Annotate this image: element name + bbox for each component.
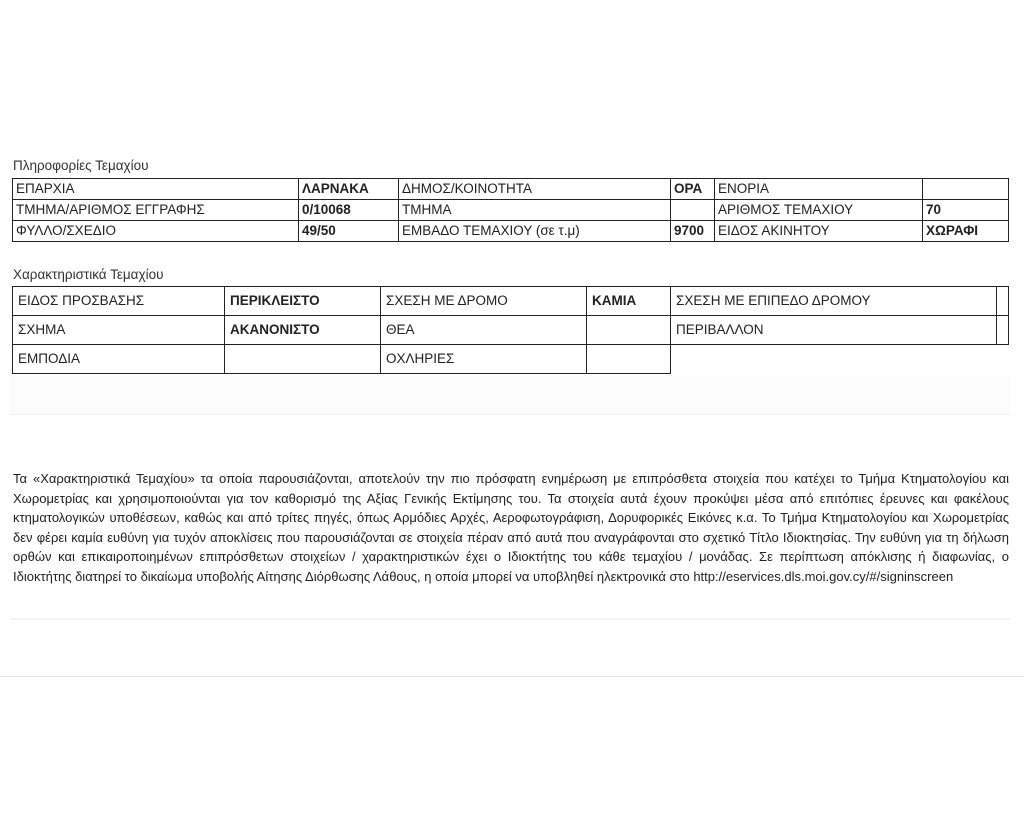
field-label: ΕΙΔΟΣ ΠΡΟΣΒΑΣΗΣ bbox=[13, 287, 225, 316]
field-label: ΟΧΛΗΡΙΕΣ bbox=[381, 345, 587, 374]
disclaimer-text: Τα «Χαρακτηριστικά Τεμαχίου» τα οποία παρουσιάζονται, αποτελούν την πιο πρόσφατη ενημέρωση με επιπρόσθετα στοιχεία που κατέχει το Τμήμα Κτηματολογίου και Χωρομετρίας και χρησιμοποιούνται για τον καθορισμό της Αξίας Γενικής Εκτίμησης του. Τα στοιχεία αυτά έχουν προκύψει μέσα από επιτόπιες έρευνες και φακέλους κτηματολογικών υποθέσεων, καθώς και από τρίτες πηγές, όπως Αρμόδιες Αρχές, Αεροφωτογράφιση, Δορυφορικές Εικόνες κ.α. Το Τμήμα Κτηματολογίου και Χωρομετρίας δεν φέρει καμία ευθύνη για τυχόν αποκλίσεις που παρουσιάζονται σε στοιχεία πέραν από αυτά που αναγράφονται στο σχετικό Τίτλο Ιδιοκτησίας. Την ευθύνη για τη δήλωση ορθών και επικαιροποιημένων επιπρόσθετων στοιχείων / χαρακτηριστικών έχει ο Ιδιοκτήτης του κάθε τεμαχίου / μονάδας. Σε περίπτωση απόκλισης ή διαφωνίας, ο Ιδιοκτήτης διατηρεί το δικαίωμα υποβολής Αίτησης Διόρθωσης Λάθους, η οποία μπορεί να υποβληθεί ηλεκτρονικά στο http://eservices.dls.moi.gov.cy/#/signinscreen bbox=[13, 471, 1009, 584]
field-label: ΑΡΙΘΜΟΣ ΤΕΜΑΧΙΟΥ bbox=[715, 200, 923, 221]
field-value: ΑΚΑΝΟΝΙΣΤΟ bbox=[225, 316, 381, 345]
field-label: ΦΥΛΛΟ/ΣΧΕΔΙΟ bbox=[13, 221, 299, 242]
parcel-info-table bbox=[12, 178, 1009, 242]
table-row bbox=[13, 221, 1009, 242]
field-value: 9700 bbox=[671, 221, 715, 242]
field-value bbox=[997, 316, 1009, 345]
field-label: ΕΠΑΡΧΙΑ bbox=[13, 179, 299, 200]
empty-cell bbox=[671, 345, 997, 374]
field-value: 49/50 bbox=[299, 221, 399, 242]
table-row bbox=[13, 287, 1009, 316]
field-label: ΠΕΡΙΒΑΛΛΟΝ bbox=[671, 316, 997, 345]
field-label: ΕΙΔΟΣ ΑΚΙΝΗΤΟΥ bbox=[715, 221, 923, 242]
field-value: ΚΑΜΙΑ bbox=[587, 287, 671, 316]
field-value bbox=[671, 200, 715, 221]
field-value: ΠΕΡΙΚΛΕΙΣΤΟ bbox=[225, 287, 381, 316]
field-value: ΟΡΑ bbox=[671, 179, 715, 200]
parcel-features-title: Χαρακτηριστικά Τεμαχίου bbox=[13, 267, 164, 282]
field-label: ΕΜΒΑΔΟ ΤΕΜΑΧΙΟΥ (σε τ.μ) bbox=[399, 221, 671, 242]
field-value bbox=[587, 345, 671, 374]
field-value: ΧΩΡΑΦΙ bbox=[923, 221, 1009, 242]
field-value: ΛΑΡΝΑΚΑ bbox=[299, 179, 399, 200]
table-row bbox=[13, 200, 1009, 221]
empty-cell bbox=[997, 345, 1009, 374]
field-label: ΣΧΗΜΑ bbox=[13, 316, 225, 345]
page-divider bbox=[0, 676, 1024, 677]
field-label: ΕΜΠΟΔΙΑ bbox=[13, 345, 225, 374]
field-label: ΣΧΕΣΗ ΜΕ ΔΡΟΜΟ bbox=[381, 287, 587, 316]
field-value: 0/10068 bbox=[299, 200, 399, 221]
table-row bbox=[13, 316, 1009, 345]
field-label: ΣΧΕΣΗ ΜΕ ΕΠΙΠΕΔΟ ΔΡΟΜΟΥ bbox=[671, 287, 997, 316]
parcel-info-title: Πληροφορίες Τεμαχίου bbox=[13, 158, 149, 173]
field-label: ΕΝΟΡΙΑ bbox=[715, 179, 923, 200]
table-row bbox=[13, 179, 1009, 200]
field-value: 70 bbox=[923, 200, 1009, 221]
field-value bbox=[997, 287, 1009, 316]
field-label: ΤΜΗΜΑ bbox=[399, 200, 671, 221]
field-label: ΤΜΗΜΑ/ΑΡΙΘΜΟΣ ΕΓΓΡΑΦΗΣ bbox=[13, 200, 299, 221]
field-value bbox=[225, 345, 381, 374]
panel-divider bbox=[10, 618, 1010, 620]
field-label: ΘΕΑ bbox=[381, 316, 587, 345]
field-value bbox=[923, 179, 1009, 200]
table-row bbox=[13, 345, 1009, 374]
panel-footer bbox=[10, 376, 1010, 415]
field-label: ΔΗΜΟΣ/ΚΟΙΝΟΤΗΤΑ bbox=[399, 179, 671, 200]
field-value bbox=[587, 316, 671, 345]
parcel-features-table bbox=[12, 286, 1009, 374]
